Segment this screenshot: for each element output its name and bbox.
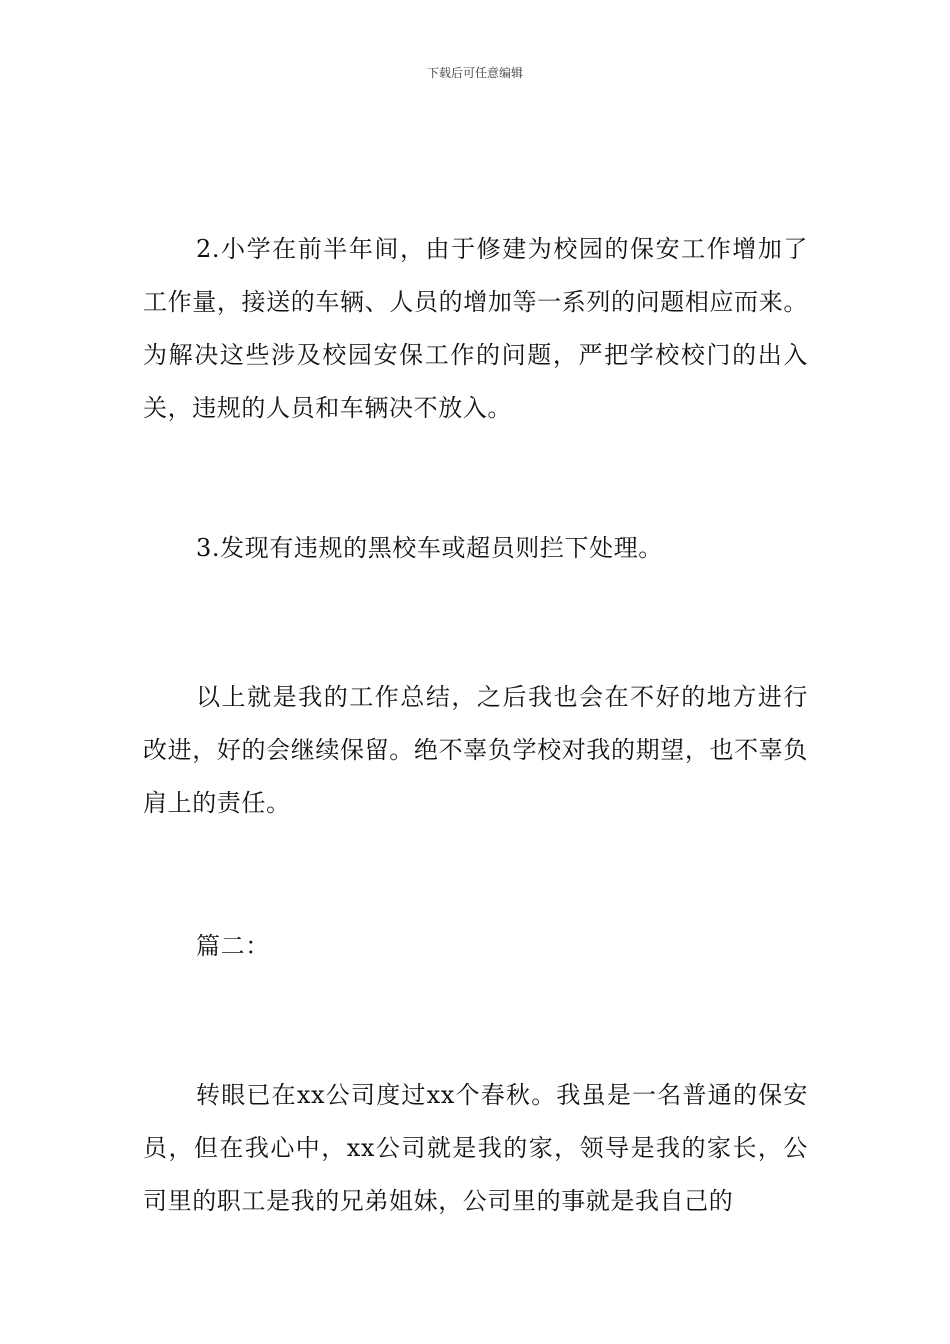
page-header: 下载后可任意编辑	[426, 66, 523, 80]
paragraph-item-2: 2.小学在前半年间，由于修建为校园的保安工作增加了工作量，接送的车辆、人员的增加等一系列的问题相应而来。为解决这些涉及校园安保工作的问题，严把学校校门的出入关，违规的人员和车辆决不放入。	[143, 235, 808, 422]
section-heading: 篇二：	[196, 932, 270, 960]
paragraph-summary: 以上就是我的工作总结，之后我也会在不好的地方进行改进，好的会继续保留。绝不辜负学校对我的期望，也不辜负肩上的责任。	[143, 683, 808, 817]
paragraph-item-3: 3.发现有违规的黑校车或超员则拦下处理。	[196, 534, 663, 562]
paragraph-intro: 转眼已在xx公司度过xx个春秋。我虽是一名普通的保安员，但在我心中，xx公司就是我的家，领导是我的家长，公司里的职工是我的兄弟姐妹，公司里的事就是我自己的	[143, 1081, 808, 1215]
